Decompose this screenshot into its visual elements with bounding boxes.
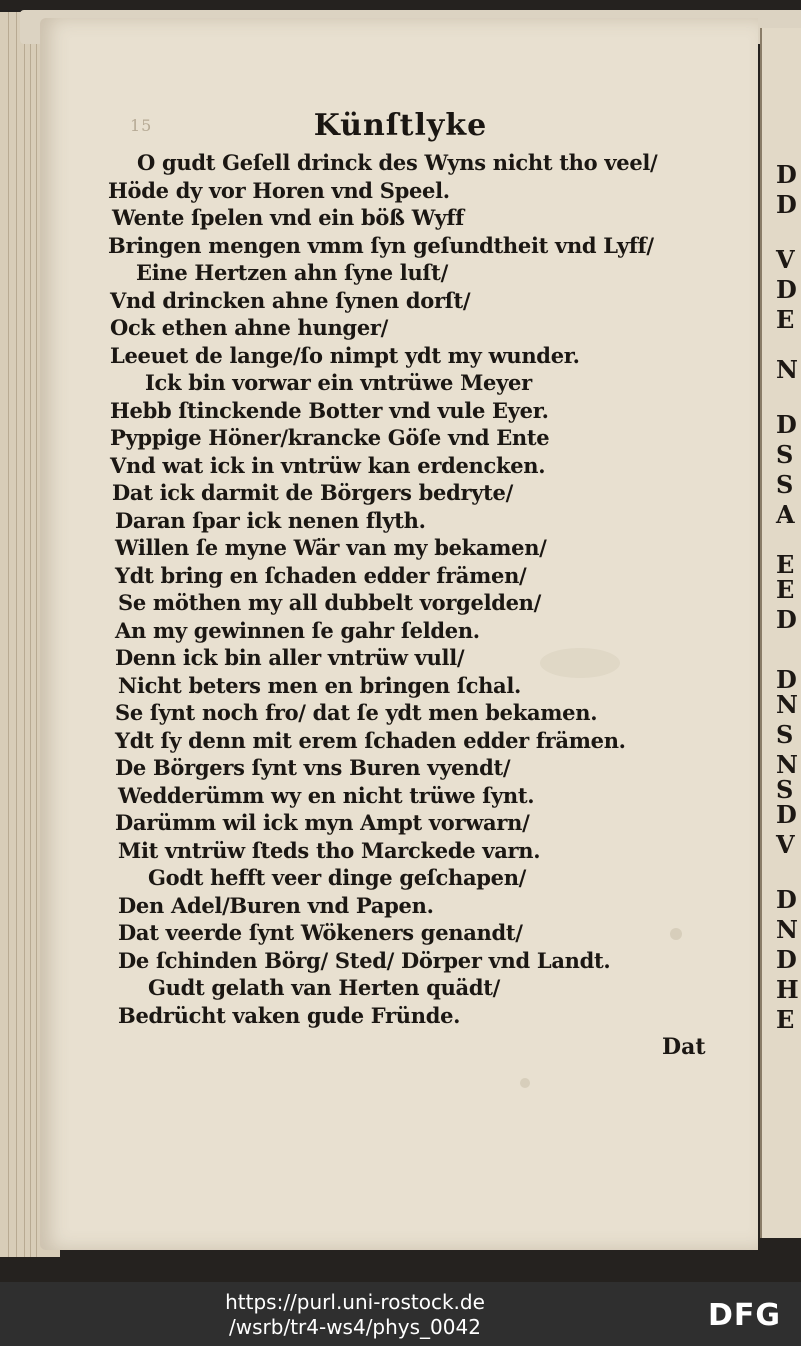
- text-line: Leeuet de lange/ſo nimpt ydt my wunder.: [110, 342, 580, 368]
- next-page-fragment: V: [776, 245, 795, 274]
- next-page-fragment: S: [776, 720, 794, 749]
- next-page-fragment: D: [776, 160, 797, 189]
- catchword: Dat: [662, 1034, 706, 1060]
- next-page-fragment: S: [776, 470, 794, 499]
- text-line: Ick bin vorwar ein vntrüwe Meyer: [145, 370, 532, 395]
- running-head: [0, 108, 801, 143]
- next-page-fragment: E: [776, 1005, 795, 1034]
- permalink-line1[interactable]: https://purl.uni-rostock.de: [225, 1290, 485, 1314]
- next-page-fragment: D: [776, 885, 797, 914]
- text-line: Se ſynt noch fro/ dat ſe ydt men bekamen.: [115, 700, 598, 725]
- next-page-fragment: D: [776, 665, 797, 694]
- next-page-fragment: D: [776, 410, 797, 439]
- text-line: Bedrücht vaken gude Fründe.: [118, 1002, 461, 1028]
- next-page-fragment: N: [776, 355, 798, 384]
- next-page-fragment: E: [776, 305, 795, 334]
- text-line: O gudt Geſell drinck des Wyns nicht tho veel/: [137, 150, 658, 175]
- text-line: Wedderümm wy en nicht trüwe ſynt.: [118, 782, 535, 808]
- text-line: De Börgers ſynt vns Buren vyendt/: [115, 755, 511, 780]
- text-line: Dat ick darmit de Börgers bedryte/: [112, 480, 513, 505]
- next-page-fragment: S: [776, 775, 794, 804]
- dfg-logo: DFG: [708, 1298, 782, 1333]
- faint-page-number: 15: [130, 116, 153, 135]
- next-page-fragment: V: [776, 830, 795, 859]
- next-page-fragment: D: [776, 275, 797, 304]
- text-line: Willen ſe myne Wär van my bekamen/: [115, 535, 547, 560]
- permalink[interactable]: [190, 1290, 520, 1340]
- text-line: Ock ethen ahne hunger/: [110, 315, 389, 340]
- text-line: Hebb ſtinckende Botter vnd vule Eyer.: [110, 397, 549, 423]
- running-head-title: Künſtlyke: [313, 108, 488, 143]
- text-line: An my gewinnen ſe gahr ſelden.: [115, 617, 480, 643]
- text-line: Godt hefft veer dinge geſchapen/: [148, 865, 527, 890]
- text-line: Darümm wil ick myn Ampt vorwarn/: [115, 810, 530, 835]
- next-page-fragment: D: [776, 190, 797, 219]
- text-line: Gudt gelath van Herten quädt/: [148, 975, 501, 1000]
- text-line: Pyppige Höner/krancke Göſe vnd Ente: [110, 425, 550, 450]
- text-line: De ſchinden Börg/ Sted/ Dörper vnd Landt.: [118, 947, 611, 973]
- next-page-strip: [760, 28, 801, 1238]
- text-line: Vnd wat ick in vntrüw kan erdencken.: [110, 452, 546, 478]
- next-page-fragment: D: [776, 945, 797, 974]
- next-page-fragment: E: [776, 575, 795, 604]
- text-line: Nicht beters men en bringen ſchal.: [118, 672, 522, 698]
- text-line: Bringen mengen vmm ſyn geſundtheit vnd Lyff/: [108, 232, 654, 258]
- next-page-fragment: N: [776, 915, 798, 944]
- text-line: Se möthen my all dubbelt vorgelden/: [118, 590, 542, 615]
- text-line: Wente ſpelen vnd ein böß Wyff: [112, 205, 464, 230]
- text-line: Dat veerde ſynt Wökeners genandt/: [118, 920, 523, 945]
- footer-bar: [0, 1282, 801, 1346]
- next-page-fragment: E: [776, 550, 795, 579]
- text-line: Den Adel/Buren vnd Papen.: [118, 892, 434, 918]
- next-page-fragment: N: [776, 750, 798, 779]
- text-line: Ydt ſy denn mit erem ſchaden edder främen.: [115, 727, 626, 753]
- text-line: Denn ick bin aller vntrüw vull/: [115, 645, 465, 670]
- next-page-fragment: N: [776, 690, 798, 719]
- next-page-fragment: A: [776, 500, 795, 529]
- text-line: Vnd drincken ahne ſynen dorſt/: [110, 287, 471, 313]
- next-page-fragment: D: [776, 605, 797, 634]
- text-line: Mit vntrüw ſteds tho Marckede varn.: [118, 837, 541, 863]
- text-line: Daran ſpar ick nenen flyth.: [115, 507, 426, 533]
- next-page-fragment: H: [776, 975, 799, 1004]
- text-line: Höde dy vor Horen vnd Speel.: [108, 177, 450, 203]
- permalink-line2[interactable]: /wsrb/tr4-ws4/phys_0042: [229, 1315, 481, 1339]
- next-page-fragment: D: [776, 800, 797, 829]
- text-line: Eine Hertzen ahn ſyne luſt/: [136, 260, 448, 285]
- next-page-fragment: S: [776, 440, 794, 469]
- text-line: Ydt bring en ſchaden edder främen/: [115, 562, 527, 588]
